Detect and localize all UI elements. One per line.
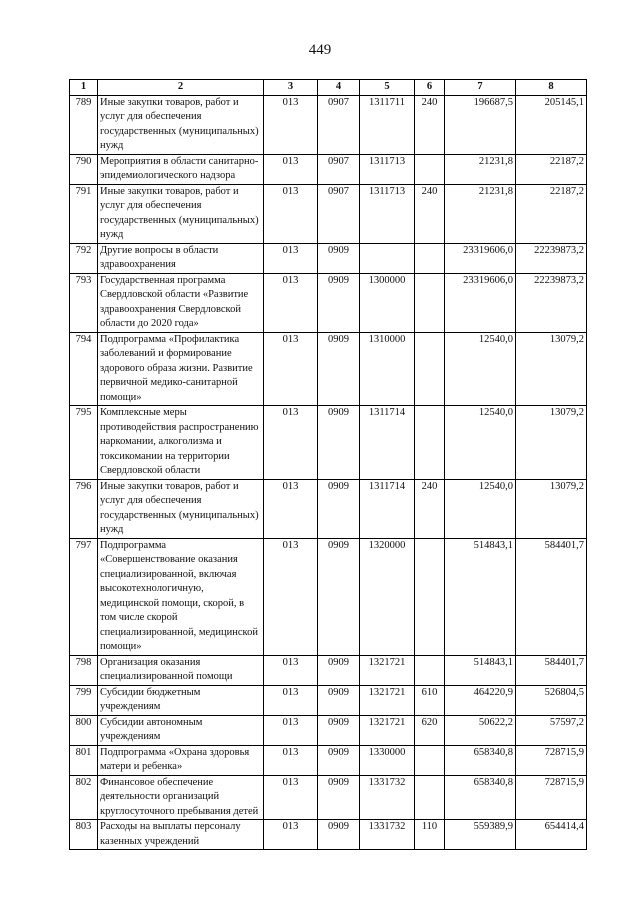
amount-year-2-cell: 13079,2 <box>516 479 587 538</box>
amount-year-1-cell: 514843,1 <box>445 655 516 685</box>
item-name-cell: Мероприятия в области санитарно-эпидемиологического надзора <box>98 154 264 184</box>
department-code-cell: 013 <box>264 745 318 775</box>
row-number-cell: 802 <box>70 775 98 820</box>
table-row <box>70 685 587 715</box>
table-row <box>70 745 587 775</box>
amount-year-1-cell: 658340,8 <box>445 775 516 820</box>
target-article-cell: 1310000 <box>360 332 415 406</box>
target-article-cell: 1321721 <box>360 655 415 685</box>
expense-type-cell: 620 <box>415 715 445 745</box>
target-article-cell <box>360 243 415 273</box>
amount-year-1-cell: 12540,0 <box>445 332 516 406</box>
amount-year-1-cell: 12540,0 <box>445 479 516 538</box>
column-header: 4 <box>318 80 360 96</box>
amount-year-2-cell: 13079,2 <box>516 332 587 406</box>
department-code-cell: 013 <box>264 775 318 820</box>
amount-year-2-cell: 205145,1 <box>516 95 587 154</box>
column-header: 5 <box>360 80 415 96</box>
row-number-cell: 794 <box>70 332 98 406</box>
target-article-cell: 1311711 <box>360 95 415 154</box>
amount-year-2-cell: 22239873,2 <box>516 243 587 273</box>
target-article-cell: 1330000 <box>360 745 415 775</box>
column-header: 6 <box>415 80 445 96</box>
row-number-cell: 790 <box>70 154 98 184</box>
amount-year-2-cell: 13079,2 <box>516 406 587 480</box>
expense-type-cell <box>415 332 445 406</box>
expense-type-cell: 610 <box>415 685 445 715</box>
section-code-cell: 0909 <box>318 775 360 820</box>
table-row <box>70 715 587 745</box>
column-header: 7 <box>445 80 516 96</box>
table-row <box>70 538 587 655</box>
table-row <box>70 273 587 332</box>
row-number-cell: 797 <box>70 538 98 655</box>
table-row <box>70 820 587 850</box>
amount-year-1-cell: 658340,8 <box>445 745 516 775</box>
amount-year-2-cell: 728715,9 <box>516 745 587 775</box>
item-name-cell: Субсидии бюджетным учреждениям <box>98 685 264 715</box>
department-code-cell: 013 <box>264 154 318 184</box>
row-number-cell: 791 <box>70 184 98 243</box>
section-code-cell: 0909 <box>318 479 360 538</box>
section-code-cell: 0909 <box>318 655 360 685</box>
amount-year-1-cell: 559389,9 <box>445 820 516 850</box>
expense-type-cell <box>415 655 445 685</box>
target-article-cell: 1331732 <box>360 775 415 820</box>
item-name-cell: Финансовое обеспечение деятельности организаций круглосуточного пребывания детей <box>98 775 264 820</box>
section-code-cell: 0909 <box>318 820 360 850</box>
expense-type-cell <box>415 273 445 332</box>
expense-type-cell: 110 <box>415 820 445 850</box>
item-name-cell: Субсидии автономным учреждениям <box>98 715 264 745</box>
department-code-cell: 013 <box>264 538 318 655</box>
item-name-cell: Иные закупки товаров, работ и услуг для обеспечения государственных (муниципальных) нужд <box>98 479 264 538</box>
amount-year-2-cell: 526804,5 <box>516 685 587 715</box>
amount-year-2-cell: 728715,9 <box>516 775 587 820</box>
row-number-cell: 796 <box>70 479 98 538</box>
section-code-cell: 0909 <box>318 685 360 715</box>
amount-year-2-cell: 584401,7 <box>516 538 587 655</box>
header-row <box>70 80 587 96</box>
department-code-cell: 013 <box>264 715 318 745</box>
budget-table <box>69 79 587 850</box>
target-article-cell: 1331732 <box>360 820 415 850</box>
department-code-cell: 013 <box>264 184 318 243</box>
row-number-cell: 801 <box>70 745 98 775</box>
column-header: 3 <box>264 80 318 96</box>
row-number-cell: 792 <box>70 243 98 273</box>
amount-year-1-cell: 514843,1 <box>445 538 516 655</box>
amount-year-1-cell: 21231,8 <box>445 154 516 184</box>
row-number-cell: 799 <box>70 685 98 715</box>
department-code-cell: 013 <box>264 406 318 480</box>
target-article-cell: 1311714 <box>360 479 415 538</box>
amount-year-1-cell: 12540,0 <box>445 406 516 480</box>
section-code-cell: 0909 <box>318 745 360 775</box>
section-code-cell: 0907 <box>318 154 360 184</box>
table-row <box>70 655 587 685</box>
row-number-cell: 795 <box>70 406 98 480</box>
department-code-cell: 013 <box>264 479 318 538</box>
expense-type-cell: 240 <box>415 184 445 243</box>
target-article-cell: 1320000 <box>360 538 415 655</box>
table-row <box>70 479 587 538</box>
section-code-cell: 0907 <box>318 184 360 243</box>
amount-year-2-cell: 584401,7 <box>516 655 587 685</box>
table-row <box>70 243 587 273</box>
table-row <box>70 154 587 184</box>
section-code-cell: 0909 <box>318 715 360 745</box>
item-name-cell: Иные закупки товаров, работ и услуг для обеспечения государственных (муниципальных) нужд <box>98 95 264 154</box>
row-number-cell: 793 <box>70 273 98 332</box>
section-code-cell: 0909 <box>318 538 360 655</box>
item-name-cell: Подпрограмма «Охрана здоровья матери и ребенка» <box>98 745 264 775</box>
section-code-cell: 0909 <box>318 332 360 406</box>
amount-year-2-cell: 654414,4 <box>516 820 587 850</box>
table-row <box>70 95 587 154</box>
expense-type-cell <box>415 243 445 273</box>
amount-year-1-cell: 23319606,0 <box>445 273 516 332</box>
target-article-cell: 1311713 <box>360 154 415 184</box>
table-body <box>70 95 587 850</box>
amount-year-2-cell: 57597,2 <box>516 715 587 745</box>
section-code-cell: 0909 <box>318 273 360 332</box>
target-article-cell: 1311713 <box>360 184 415 243</box>
expense-type-cell: 240 <box>415 479 445 538</box>
expense-type-cell: 240 <box>415 95 445 154</box>
amount-year-1-cell: 196687,5 <box>445 95 516 154</box>
item-name-cell: Другие вопросы в области здравоохранения <box>98 243 264 273</box>
amount-year-1-cell: 464220,9 <box>445 685 516 715</box>
row-number-cell: 800 <box>70 715 98 745</box>
expense-type-cell <box>415 406 445 480</box>
amount-year-2-cell: 22187,2 <box>516 154 587 184</box>
row-number-cell: 798 <box>70 655 98 685</box>
page-number: 449 <box>308 42 332 58</box>
amount-year-1-cell: 21231,8 <box>445 184 516 243</box>
table-row <box>70 775 587 820</box>
item-name-cell: Иные закупки товаров, работ и услуг для обеспечения государственных (муниципальных) нужд <box>98 184 264 243</box>
amount-year-1-cell: 23319606,0 <box>445 243 516 273</box>
section-code-cell: 0907 <box>318 95 360 154</box>
column-header: 2 <box>98 80 264 96</box>
item-name-cell: Подпрограмма «Совершенствование оказания специализированной, включая высокотехнологичную, медицинской помощи, скорой, в том числе скорой специализированной, медицинской помощи» <box>98 538 264 655</box>
row-number-cell: 789 <box>70 95 98 154</box>
expense-type-cell <box>415 538 445 655</box>
target-article-cell: 1321721 <box>360 685 415 715</box>
item-name-cell: Подпрограмма «Профилактика заболеваний и формирование здорового образа жизни. Развитие первичной медико-санитарной помощи» <box>98 332 264 406</box>
expense-type-cell <box>415 775 445 820</box>
table-row <box>70 184 587 243</box>
department-code-cell: 013 <box>264 332 318 406</box>
department-code-cell: 013 <box>264 820 318 850</box>
amount-year-2-cell: 22239873,2 <box>516 273 587 332</box>
item-name-cell: Комплексные меры противодействия распространению наркомании, алкоголизма и токсикомании на территории Свердловской области <box>98 406 264 480</box>
item-name-cell: Расходы на выплаты персоналу казенных учреждений <box>98 820 264 850</box>
item-name-cell: Государственная программа Свердловской области «Развитие здравоохранения Свердловской области до 2020 года» <box>98 273 264 332</box>
column-header: 1 <box>70 80 98 96</box>
department-code-cell: 013 <box>264 243 318 273</box>
expense-type-cell <box>415 154 445 184</box>
department-code-cell: 013 <box>264 95 318 154</box>
department-code-cell: 013 <box>264 685 318 715</box>
item-name-cell: Организация оказания специализированной помощи <box>98 655 264 685</box>
target-article-cell: 1321721 <box>360 715 415 745</box>
expense-type-cell <box>415 745 445 775</box>
column-header: 8 <box>516 80 587 96</box>
target-article-cell: 1311714 <box>360 406 415 480</box>
department-code-cell: 013 <box>264 273 318 332</box>
target-article-cell: 1300000 <box>360 273 415 332</box>
amount-year-2-cell: 22187,2 <box>516 184 587 243</box>
table-row <box>70 406 587 480</box>
department-code-cell: 013 <box>264 655 318 685</box>
amount-year-1-cell: 50622,2 <box>445 715 516 745</box>
table-row <box>70 332 587 406</box>
section-code-cell: 0909 <box>318 406 360 480</box>
section-code-cell: 0909 <box>318 243 360 273</box>
row-number-cell: 803 <box>70 820 98 850</box>
